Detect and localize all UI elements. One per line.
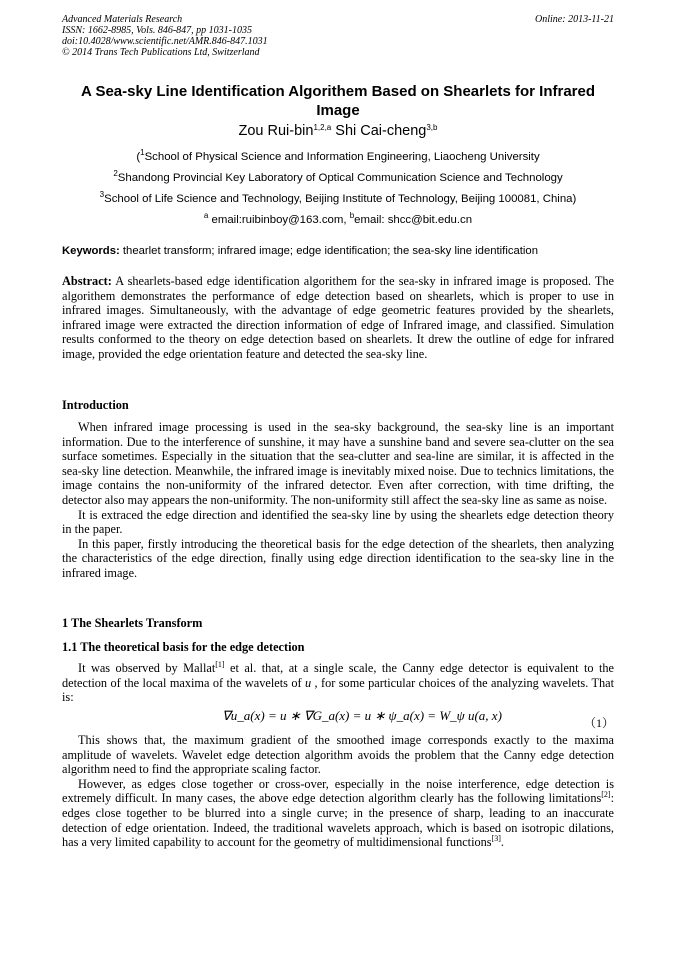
limitations-continued: : edges close together to be blurred into a single curve; in the presence of sharp, leading to an inaccurate detection of edge orientation. Indeed, the traditional wavelets approach, which is based on isotropic dilations, has a very limited capability to account for the geometry of multidimensional functions <box>62 791 614 850</box>
issn-line: ISSN: 1662-8985, Vols. 846-847, pp 1031-1035 <box>62 25 252 36</box>
reference-2: [2] <box>601 790 611 800</box>
mallat-text: It was observed by Mallat <box>78 661 216 675</box>
abstract-text: A shearlets-based edge identification algorithem for the sea-sky in infrared image is proposed. The algorithem demonstrates the performance of edge detection based on shearlets, which is proper to use in infrared images. Simultaneously, with the advantage of edge geometric features provided by the shearlets, infrared image were extracted the direction information of edge of Infrared image, and classified. Simulation results conformed to the theory on edge detection based on shearlets. It drew the outline of edge for infrared image, provided the edge orientation feature and detected the sea-sky line. <box>62 274 614 361</box>
section-1-1-intro <box>62 661 614 705</box>
section-1-1-paragraph-1 <box>62 661 614 705</box>
author-line <box>62 122 614 140</box>
reference-3: [3] <box>491 834 501 844</box>
title-line-1: A Sea-sky Line Identification Algorithem Based on Shearlets for Infrared <box>81 83 595 100</box>
intro-paragraph-3: In this paper, firstly introducing the theoretical basis for the edge detection of the shearlets, then analyzing the characteristics of the edge direction, finally using edge direction identification to the sea-sky line in the infrared image. <box>62 536 614 580</box>
email-b-marker: b <box>349 211 355 220</box>
title-line-2: Image <box>316 102 360 119</box>
affiliation-2-text: Shandong Provincial Key Laboratory of Optical Communication Science and Technology <box>117 172 563 184</box>
section-1-1-paragraph-3 <box>62 777 614 850</box>
section-1-1-body <box>62 733 614 850</box>
introduction-body <box>62 420 614 581</box>
affiliation-3-marker: 3 <box>99 190 105 199</box>
keywords-label: Keywords: <box>62 245 120 257</box>
online-date: Online: 2013-11-21 <box>535 14 614 25</box>
author-2: Shi Cai-cheng <box>335 123 427 139</box>
author-1-affiliation: 1,2,a <box>313 123 332 132</box>
limitations-text: However, as edges close together or cross-over, especially in the noise interference, edge detection is extremely difficult. In many cases, the above edge detection algorithm clearly has the following limitations <box>62 776 614 806</box>
abstract <box>62 274 614 362</box>
abstract-label: Abstract: <box>62 274 112 288</box>
affiliation-3 <box>62 192 614 206</box>
email-a: email:ruibinboy@163.com, <box>208 214 350 226</box>
email-line <box>62 213 614 227</box>
equation-1 <box>62 708 614 728</box>
paragraph-3-end: . <box>500 835 504 850</box>
affiliation-1-marker: 1 <box>140 148 145 157</box>
journal-name: Advanced Materials Research <box>62 14 183 25</box>
section-1-1-paragraph-2: This shows that, the maximum gradient of the smoothed image corresponds exactly to the maxima amplitude of wavelets. Wavelet edge detection algorithm avoids the problem that the Canny edge detection algorithm need to find the appropriate scaling factor. <box>62 733 614 777</box>
copyright-line: © 2014 Trans Tech Publications Ltd, Switzerland <box>62 47 260 58</box>
section-1-heading: 1 The Shearlets Transform <box>62 616 203 630</box>
author-2-affiliation: 3,b <box>426 123 438 132</box>
variable-u: u <box>305 675 312 690</box>
author-1: Zou Rui-bin <box>238 123 314 139</box>
reference-1: [1] <box>215 660 225 669</box>
introduction-heading: Introduction <box>62 398 129 412</box>
paragraph-1-middle: et al. that, at a single scale, the Canny edge detector is equivalent to the detection of the local maxima of the wavelets of <box>62 661 614 690</box>
intro-paragraph-2: It is extraced the edge direction and identified the sea-sky line by using the shearlets edge detection theory in the paper. <box>62 507 614 537</box>
keywords <box>62 244 614 258</box>
equation-1-formula: ∇u_a(x) = u ∗ ∇G_a(x) = u ∗ ψ_a(x) = W_ψ u(a, x) <box>222 708 502 723</box>
affiliation-2-marker: 2 <box>113 169 118 178</box>
doi-line: doi:10.4028/www.scientific.net/AMR.846-847.1031 <box>62 36 268 47</box>
paper-title <box>62 82 614 120</box>
affiliation-1-open-paren: ( <box>136 151 141 163</box>
affiliation-2 <box>62 171 614 185</box>
section-1-1-heading: 1.1 The theoretical basis for the edge detection <box>62 640 305 654</box>
email-a-marker: a <box>203 211 209 220</box>
affiliation-3-text: School of Life Science and Technology, Beijing Institute of Technology, Beijing 100081, China) <box>104 193 577 205</box>
paragraph-1-end: , for some particular choices of the analyzing wavelets. That is: <box>62 675 614 705</box>
intro-paragraph-1: When infrared image processing is used in the sea-sky background, the sea-sky line is an important information. Due to the interference of sunshine, it may have a sunshine band and severe sea-clutter on the sea surface sometimes. Especially in the situation that the sea-clutter and sea-line are similar, it is affected in the sea-sky line detection. Meanwhile, the infrared image is inevitably mixed noise. Due to technics limitations, the image contains the non-uniformity of the infrared detector. Even after correction, with time drifting, the detector also may appears the non-uniformity. The non-uniformity still affect the sea-sky line as same as noise. <box>62 420 614 507</box>
equation-1-number: （1） <box>583 716 614 730</box>
affiliation-1-text: School of Physical Science and Information Engineering, Liaocheng University <box>144 151 540 163</box>
affiliation-1 <box>62 150 614 164</box>
journal-header <box>62 14 614 58</box>
email-b: email: shcc@bit.edu.cn <box>354 214 473 226</box>
keywords-text: thearlet transform; infrared image; edge identification; the sea-sky line identification <box>119 245 538 257</box>
